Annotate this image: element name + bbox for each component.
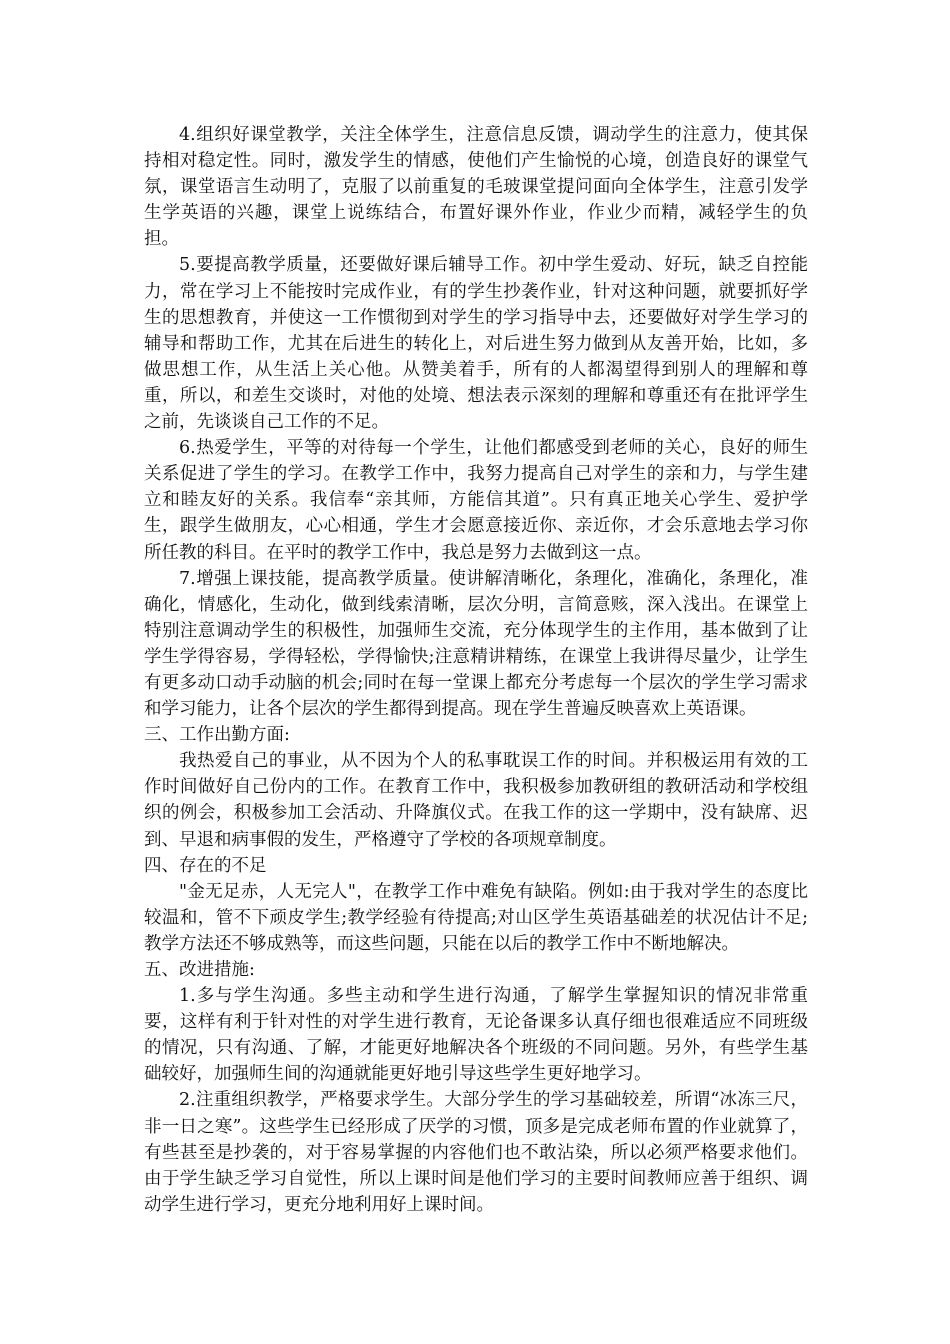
section-heading-attendance: 三、工作出勤方面:	[144, 725, 290, 746]
section-heading-shortcomings: 四、存在的不足	[144, 855, 267, 876]
paragraph-improvement-2: 2.注重组织教学，严格要求学生。大部分学生的学习基础较差，所谓“冰冻三尺，非一日之寒”。这些学生已经形成了厌学的习惯，顶多是完成老师布置的作业就算了，有些甚至是抄袭的，对于容易掌握的内容他们也不敢沾染，所以必须严格要求他们。由于学生缺乏学习自觉性，所以上课时间是他们学习的主要时间教师应善于组织、调动学生进行学习，更充分地利用好上课时间。	[144, 1090, 808, 1215]
paragraph-item-4: 4.组织好课堂教学，关注全体学生，注意信息反馈，调动学生的注意力，使其保持相对稳定性。同时，激发学生的情感，使他们产生愉悦的心境，创造良好的课堂气氛，课堂语言生动明了，克服了以前重复的毛玻课堂提问面向全体学生，注意引发学生学英语的兴趣，课堂上说练结合，布置好课外作业，作业少而精，减轻学生的负担。	[144, 125, 808, 250]
section-heading-improvements: 五、改进措施:	[144, 960, 255, 980]
paragraph-improvement-1: 1.多与学生沟通。多些主动和学生进行沟通，了解学生掌握知识的情况非常重要，这样有利于针对性的对学生进行教育，无论备课多认真仔细也很难适应不同班级的情况，只有沟通、了解，才能更好地解决各个班级的不同问题。另外，有些学生基础较好，加强师生间的沟通就能更好地引导这些学生更好地学习。	[144, 986, 808, 1085]
paragraph-item-7: 7.增强上课技能，提高教学质量。使讲解清晰化，条理化，准确化，条理化，准确化，情感化，生动化，做到线索清晰，层次分明，言简意赅，深入浅出。在课堂上特别注意调动学生的积极性，加强师生交流，充分体现学生的主作用，基本做到了让学生学得容易，学得轻松，学得愉快;注意精讲精练，在课堂上我讲得尽量少，让学生有更多动口动手动脑的机会;同时在每一堂课上都充分考虑每一个层次的学生学习需求和学习能力，让各个层次的学生都得到提高。现在学生普遍反映喜欢上英语课。	[144, 568, 808, 720]
paragraph-item-6: 6.热爱学生，平等的对待每一个学生，让他们都感受到老师的关心，良好的师生关系促进了学生的学习。在教学工作中，我努力提高自己对学生的亲和力，与学生建立和睦友好的关系。我信奉“亲其师，方能信其道”。只有真正地关心学生、爱护学生，跟学生做朋友，心心相通，学生才会愿意接近你、亲近你，才会乐意地去学习你所任教的科目。在平时的教学工作中，我总是努力去做到这一点。	[144, 438, 808, 563]
document-page	[144, 122, 808, 1218]
paragraph-item-5: 5.要提高教学质量，还要做好课后辅导工作。初中学生爱动、好玩，缺乏自控能力，常在学习上不能按时完成作业，有的学生抄袭作业，针对这种问题，就要抓好学生的思想教育，并使这一工作惯彻到对学生的学习指导中去，还要做好对学生学习的辅导和帮助工作，尤其在后进生的转化上，对后进生努力做到从友善开始，比如，多做思想工作，从生活上关心他。从赞美着手，所有的人都渴望得到别人的理解和尊重，所以，和差生交谈时，对他的处境、想法表示深刻的理解和尊重还有在批评学生之前，先谈谈自己工作的不足。	[144, 255, 808, 433]
paragraph-shortcomings: "金无足赤，人无完人"，在教学工作中难免有缺陷。例如:由于我对学生的态度比较温和，管不下顽皮学生;教学经验有待提高;对山区学生英语基础差的状况估计不足;教学方法还不够成熟等，而这些问题，只能在以后的教学工作中不断地解决。	[144, 881, 808, 954]
paragraph-attendance: 我热爱自己的事业，从不因为个人的私事耽误工作的时间。并积极运用有效的工作时间做好自己份内的工作。在教育工作中，我积极参加教研组的教研活动和学校组织的例会，积极参加工会活动、升降旗仪式。在我工作的这一学期中，没有缺席、迟到、早退和病事假的发生，严格遵守了学校的各项规章制度。	[144, 751, 808, 850]
